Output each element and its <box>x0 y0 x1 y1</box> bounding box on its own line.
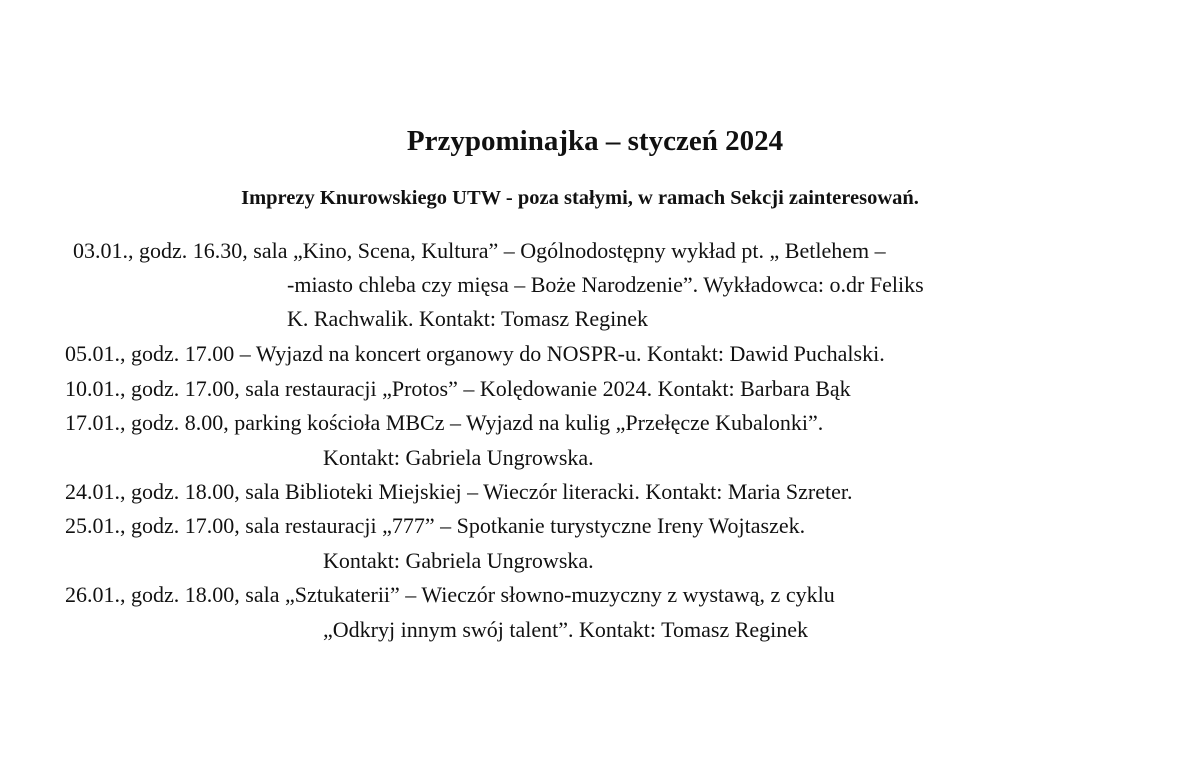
event-line: 17.01., godz. 8.00, parking kościoła MBCz – Wyjazd na kulig „Przełęcze Kubalonki”. <box>65 410 824 435</box>
event-line: 26.01., godz. 18.00, sala „Sztukaterii” – Wieczór słowno-muzyczny z wystawą, z cyklu <box>65 582 835 607</box>
event-line: Kontakt: Gabriela Ungrowska. <box>323 445 594 470</box>
document-title: Przypominajka – styczeń 2024 <box>406 125 784 157</box>
document-subtitle: Imprezy Knurowskiego UTW - poza stałymi, w ramach Sekcji zainteresowań. <box>241 187 919 209</box>
event-line: 24.01., godz. 18.00, sala Biblioteki Miejskiej – Wieczór literacki. Kontakt: Maria Szreter. <box>65 479 853 504</box>
event-line: -miasto chleba czy mięsa – Boże Narodzenie”. Wykładowca: o.dr Feliks <box>287 272 924 297</box>
event-line: 25.01., godz. 17.00, sala restauracji „777” – Spotkanie turystyczne Ireny Wojtaszek. <box>65 513 806 538</box>
event-line: 03.01., godz. 16.30, sala „Kino, Scena, Kultura” – Ogólnodostępny wykład pt. „ Betlehem – <box>73 238 886 263</box>
event-line: 05.01., godz. 17.00 – Wyjazd na koncert organowy do NOSPR-u. Kontakt: Dawid Puchalski. <box>65 341 885 366</box>
event-line: „Odkryj innym swój talent”. Kontakt: Tomasz Reginek <box>323 617 809 642</box>
event-line: K. Rachwalik. Kontakt: Tomasz Reginek <box>287 306 648 331</box>
event-line: 10.01., godz. 17.00, sala restauracji „Protos” – Kolędowanie 2024. Kontakt: Barbara Bąk <box>65 376 851 401</box>
event-line: Kontakt: Gabriela Ungrowska. <box>323 548 594 573</box>
